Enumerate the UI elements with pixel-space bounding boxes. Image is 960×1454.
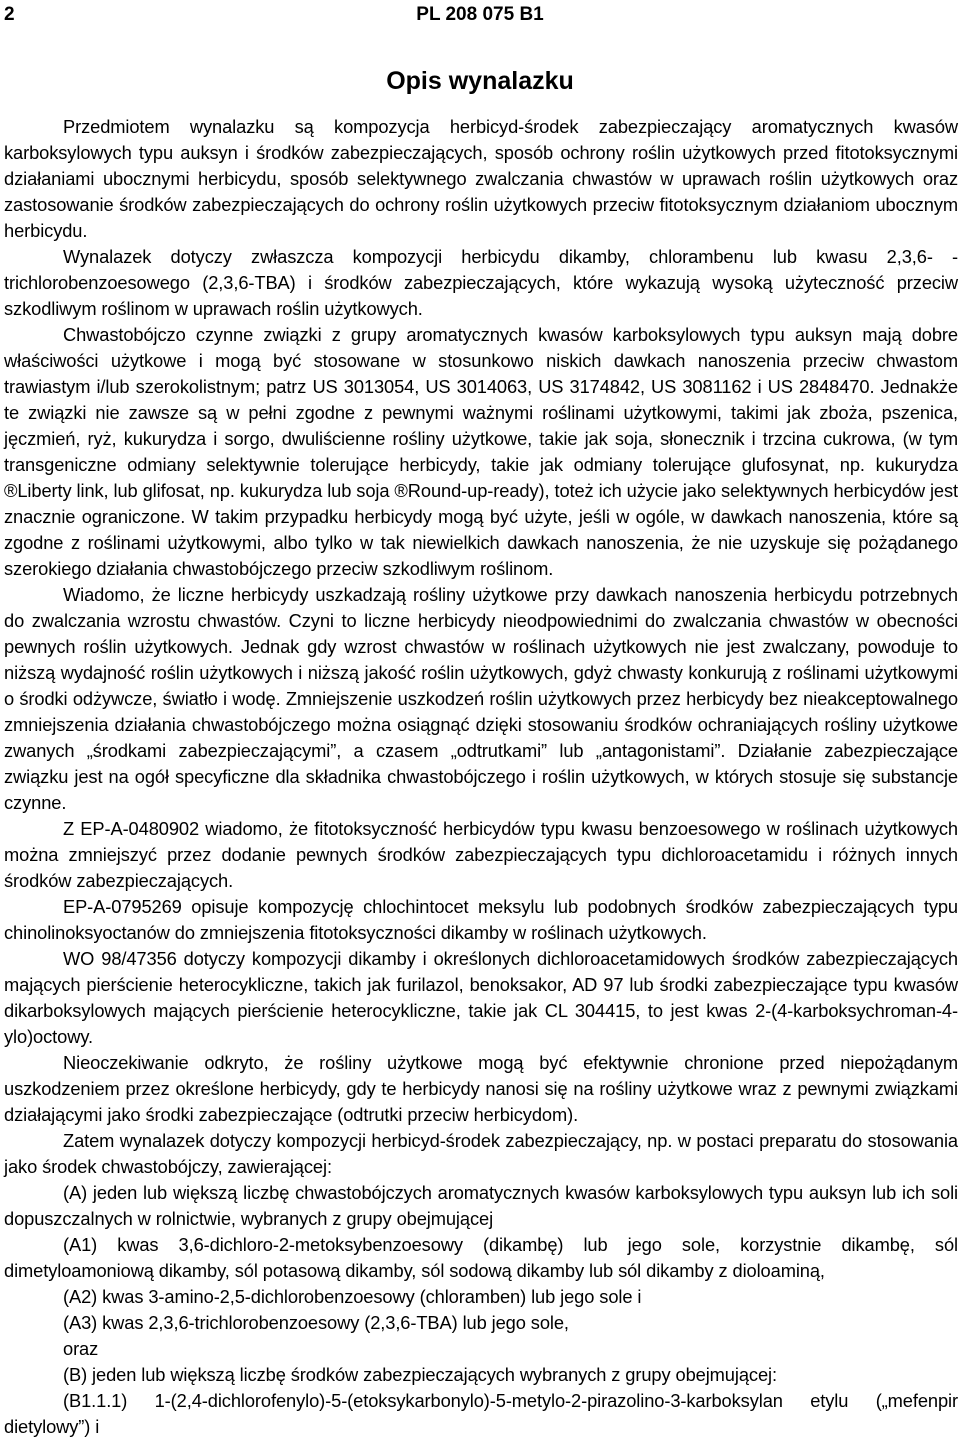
paragraph: EP-A-0795269 opisuje kompozycję chlochintocet meksylu lub podobnych środków zabezpieczających typu chinolinoksyoctanów do zmniejszenia fitotoksyczności dikamby w roślinach użytkowych. xyxy=(4,896,958,943)
paragraph: (A3) kwas 2,3,6-trichlorobenzoesowy (2,3,6-TBA) lub jego sole, xyxy=(63,1312,569,1333)
paragraph: Wiadomo, że liczne herbicydy uszkadzają rośliny użytkowe przy dawkach nanoszenia herbicydu potrzebnych do zwalczania wzrostu chwastów. Czyni to liczne herbicydy nieodpowiednimi do zwalczania chwastów w obecności pewnych roślin użytkowych. Jednak gdy wzrost chwastów w roślinach użytkowych nie jest zwalczany, powoduje to niższą wydajność roślin użytkowych i niższą jakość roślin użytkowych, gdyż chwasty konkurują z roślinami użytkowymi o środki odżywcze, światło i wodę. Zmniejszenie uszkodzeń roślin użytkowych przez herbicydy bez nieakceptowalnego zmniejszenia działania chwastobójczego można osiągnąć dzięki stosowaniu środków ochraniających rośliny użytkowe zwanych „środkami zabezpieczającymi”, a czasem „odtrutkami” lub „antagonistami”. Działanie zabezpieczające związku jest na ogół specyficzne dla składnika chwastobójczego i roślin użytkowych, w których stosuje się substancje czynne. xyxy=(4,584,958,813)
document-title: Opis wynalazku xyxy=(386,67,574,95)
paragraph: Wynalazek dotyczy zwłaszcza kompozycji herbicydu dikamby, chlorambenu lub kwasu 2,3,6‑ -trichlorobenzoesowego (2,3,6-TBA) i środków zabezpieczających, które wykazują wysoką użyteczność przeciw szkodliwym roślinom w uprawach roślin użytkowych. xyxy=(4,246,958,319)
paragraph: Przedmiotem wynalazku są kompozycja herbicyd-środek zabezpieczający aromatycznych kwasów karboksylowych typu auksyn i środków zabezpieczających, sposób ochrony roślin użytkowych przed fitotoksycznymi działaniami ubocznymi herbicydu, sposób selektywnego zwalczania chwastów w uprawach roślin użytkowych oraz zastosowanie środków zabezpieczających do ochrony roślin użytkowych przeciw fitotoksycznym działaniom ubocznym herbicydu. xyxy=(4,116,958,241)
paragraph: WO 98/47356 dotyczy kompozycji dikamby i określonych dichloroacetamidowych środków zabezpieczających mających pierścienie heterocykliczne, takich jak furilazol, benoksakor, AD 97 lub środki zabezpieczające typu kwasów dikarboksylowych mających pierścienie heterocykliczne, takie jak CL 304415, to jest kwas 2-(4-karboksychroman-4-ylo)octowy. xyxy=(4,948,958,1047)
paragraph: (A1) kwas 3,6-dichloro-2-metoksybenzoesowy (dikambę) lub jego sole, korzystnie dikambę, sól dimetyloamoniową dikamby, sól potasową dikamby, sól sodową dikamby lub sól dikamby z dioloaminą, xyxy=(4,1234,958,1281)
page-number: 2 xyxy=(4,4,15,25)
paragraph: (A2) kwas 3-amino-2,5-dichlorobenzoesowy (chloramben) lub jego sole i xyxy=(63,1286,642,1307)
document-number: PL 208 075 B1 xyxy=(416,4,544,25)
paragraph: Zatem wynalazek dotyczy kompozycji herbicyd-środek zabezpieczający, np. w postaci preparatu do stosowania jako środek chwastobójczy, zawierającej: xyxy=(4,1130,958,1177)
document-body xyxy=(4,114,958,1440)
paragraph: (A) jeden lub większą liczbę chwastobójczych aromatycznych kwasów karboksylowych typu auksyn lub ich soli dopuszczalnych w rolnictwie, wybranych z grupy obejmującej xyxy=(4,1182,958,1229)
paragraph: Z EP-A-0480902 wiadomo, że fitotoksyczność herbicydów typu kwasu benzoesowego w roślinach użytkowych można zmniejszyć przez dodanie pewnych środków zabezpieczających typu dichloroacetamidu i różnych innych środków zabezpieczających. xyxy=(4,818,958,891)
paragraph: oraz xyxy=(63,1338,99,1359)
paragraph: (B) jeden lub większą liczbę środków zabezpieczających wybranych z grupy obejmującej: xyxy=(63,1364,777,1385)
paragraph: Chwastobójczo czynne związki z grupy aromatycznych kwasów karboksylowych typu auksyn mają dobre właściwości użytkowe i mogą być stosowane w stosunkowo niskich dawkach nanoszenia przeciw chwastom trawiastym i/lub szerokolistnym; patrz US 3013054, US 3014063, US 3174842, US 3081162 i US 2848470. Jednakże te związki nie zawsze są w pełni zgodne z pewnymi ważnymi roślinami użytkowymi, takimi jak zboża, pszenica, jęczmień, ryż, kukurydza i sorgo, dwuliścienne rośliny użytkowe, takie jak soja, słonecznik i trzcina cukrowa, (w tym transgeniczne odmiany selektywnie tolerujące herbicydy, takie jak odmiany tolerujące glufosynat, np. kukurydza ®Liberty link, lub glifosat, np. kukurydza lub soja ®Round-up-ready), toteż ich użycie jako selektywnych herbicydów jest znacznie ograniczone. W takim przypadku herbicydy mogą być użyte, jeśli w ogóle, w dawkach nanoszenia, które są zgodne z roślinami użytkowymi, albo tylko w tak niewielkich dawkach nanoszenia, że nie uzyskuje się pożądanego szerokiego działania chwastobójczego przeciw szkodliwym roślinom. xyxy=(4,324,958,579)
paragraph: Nieoczekiwanie odkryto, że rośliny użytkowe mogą być efektywnie chronione przed niepożądanym uszkodzeniem przez określone herbicydy, gdy te herbicydy nanosi się na rośliny użytkowe wraz z pewnymi związkami działającymi jako środki zabezpieczające (odtrutki przeciw herbicydom). xyxy=(4,1052,958,1125)
paragraph: (B1.1.1) 1-(2,4-dichlorofenylo)-5-(etoksykarbonylo)-5-metylo-2-pirazolino-3-karboksylan etylu („mefenpir dietylowy”) i xyxy=(4,1390,958,1437)
